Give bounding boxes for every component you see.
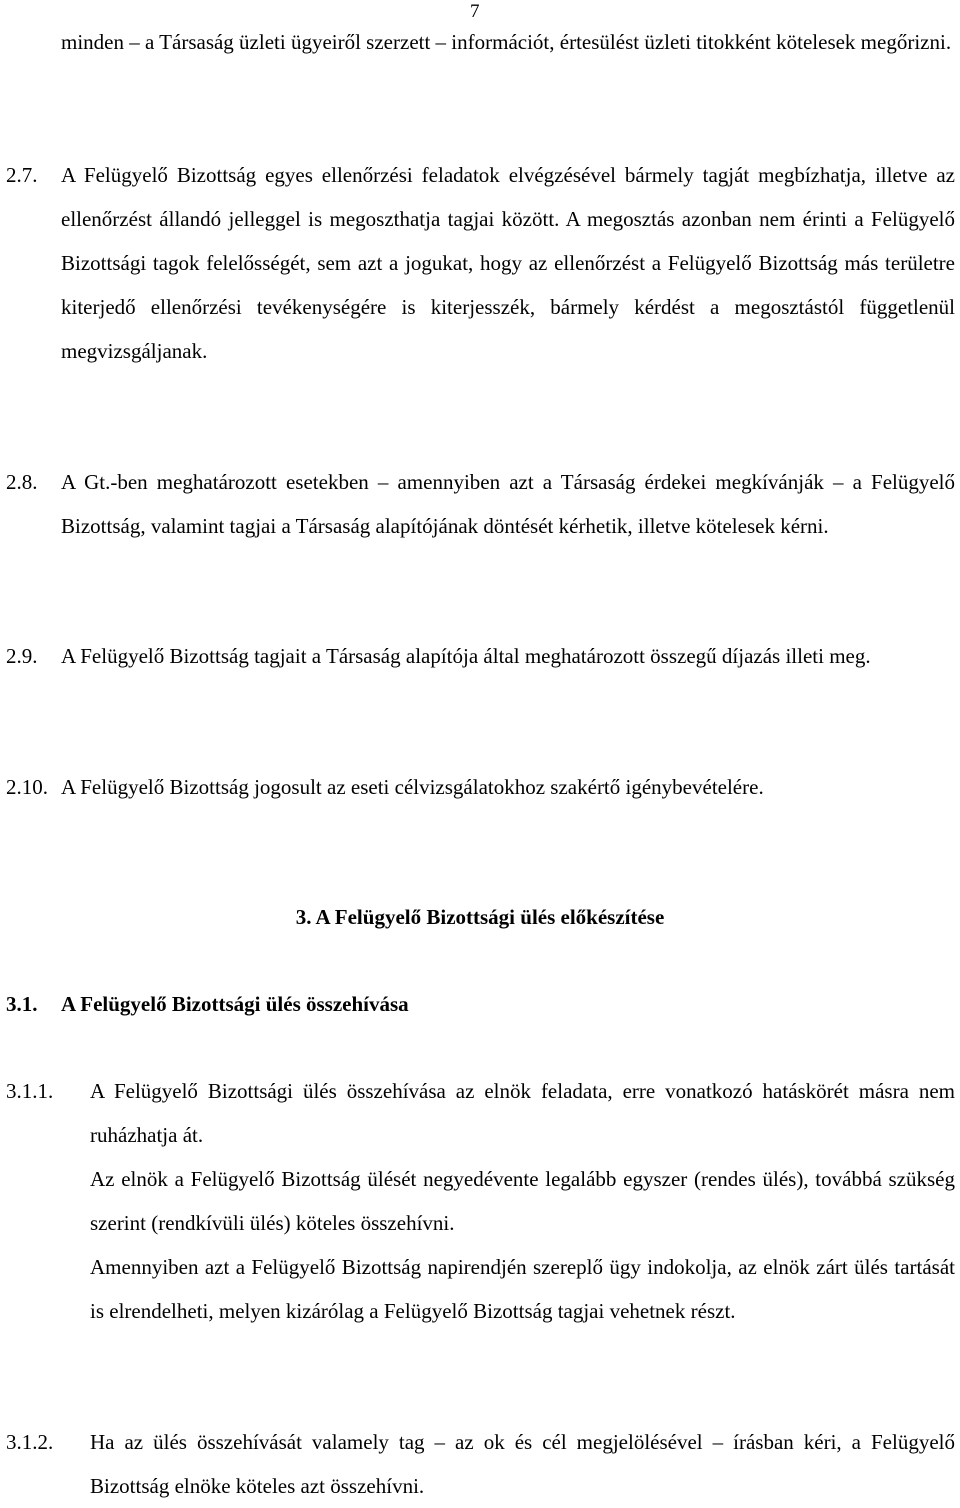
section-number: 3.1.	[6, 992, 38, 1016]
section-number: 2.10.	[6, 775, 48, 799]
intro-text: minden – a Társaság üzleti ügyeiről szerzett – információt, értesülést üzleti titokként kötelesek megőrizni.	[61, 30, 952, 54]
paragraph: Amennyiben azt a Felügyelő Bizottság napirendjén szereplő ügy indokolja, az elnök zárt ülés tartását is elrendelheti, melyen kizárólag a Felügyelő Bizottság tagjai vehetnek részt.	[90, 1255, 955, 1323]
chapter-heading: 3. A Felügyelő Bizottsági ülés előkészítése	[295, 905, 665, 929]
section-body	[90, 1069, 955, 1333]
section-title: A Felügyelő Bizottsági ülés összehívása	[61, 992, 409, 1016]
section-text: Ha az ülés összehívását valamely tag – az ok és cél megjelölésével – írásban kéri, a Felügyelő Bizottság elnöke köteles azt összehívni.	[90, 1430, 955, 1498]
paragraph: Az elnök a Felügyelő Bizottság ülését negyedévente legalább egyszer (rendes ülés), továbbá szükség szerint (rendkívüli ülés) köteles összehívni.	[90, 1167, 955, 1235]
section-text: A Felügyelő Bizottság egyes ellenőrzési feladatok elvégzésével bármely tagját megbízhatja, illetve az ellenőrzést állandó jelleggel is megoszthatja tagjai között. A megosztás azonban nem érinti a Felügyelő Bizottsági tagok felelősségét, sem azt a jogukat, hogy az ellenőrzést a Felügyelő Bizottság más területre kiterjedő ellenőrzési tevékenységére is kiterjesszék, bármely kérdést a megosztástól függetlenül megvizsgáljanak.	[61, 163, 955, 363]
section-text: A Felügyelő Bizottság jogosult az eseti célvizsgálatokhoz szakértő igénybevételére.	[61, 775, 764, 799]
section-number: 2.9.	[6, 644, 38, 668]
section-number: 2.7.	[6, 163, 38, 187]
paragraph: A Felügyelő Bizottsági ülés összehívása az elnök feladata, erre vonatkozó hatáskörét másra nem ruházhatja át.	[90, 1079, 955, 1147]
section-number: 3.1.1.	[6, 1079, 54, 1103]
section-text: A Gt.-ben meghatározott esetekben – amennyiben azt a Társaság érdekei megkívánják – a Felügyelő Bizottság, valamint tagjai a Társaság alapítójának döntését kérhetik, illetve kötelesek kérni.	[61, 470, 955, 538]
page-number: 7	[470, 1, 480, 22]
section-number: 3.1.2.	[6, 1430, 54, 1454]
section-text: A Felügyelő Bizottság tagjait a Társaság alapítója által meghatározott összegű díjazás illeti meg.	[61, 644, 871, 668]
section-number: 2.8.	[6, 470, 38, 494]
